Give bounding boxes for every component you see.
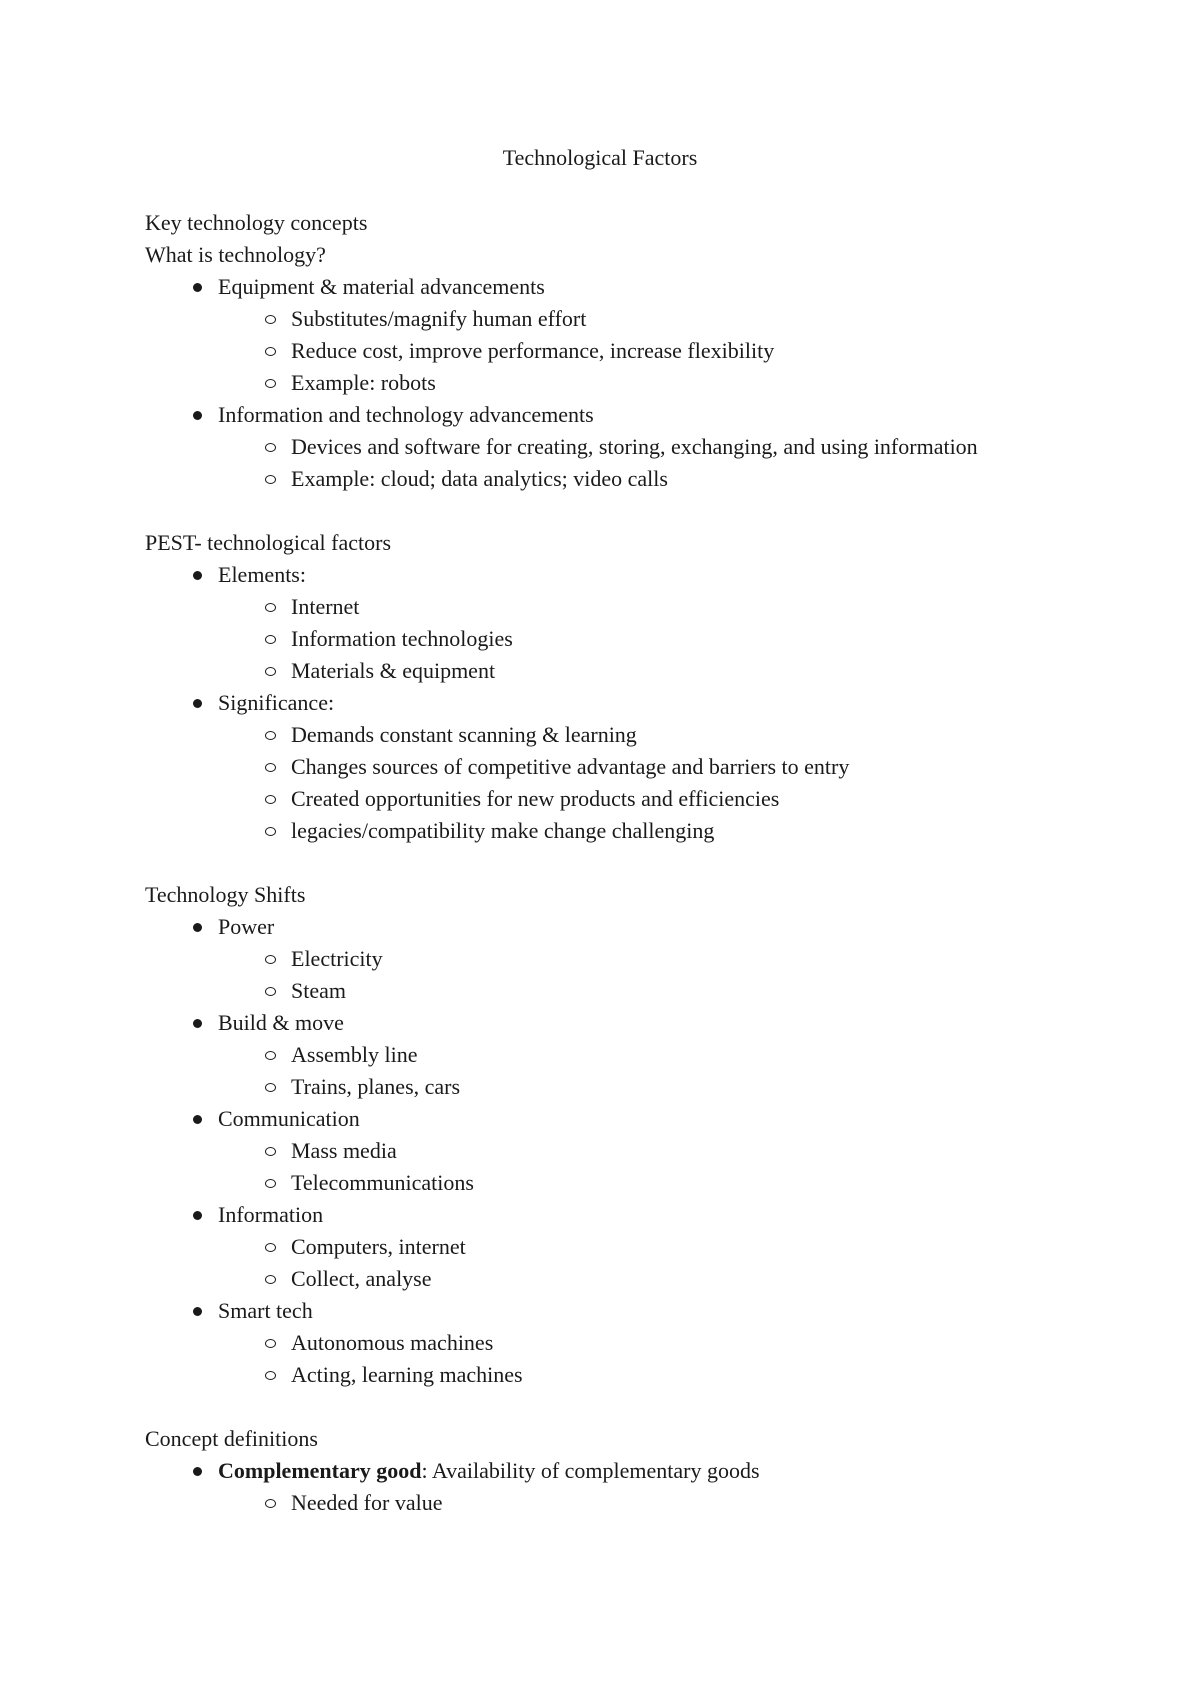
hollow-bullet-icon	[260, 783, 280, 815]
list-subitem: Materials & equipment	[145, 655, 1135, 687]
list-subitem: Electricity	[145, 943, 1135, 975]
bullet-icon	[187, 687, 207, 719]
bullet-icon	[187, 1007, 207, 1039]
list-item: Significance:	[145, 687, 1135, 719]
hollow-bullet-icon	[260, 1327, 280, 1359]
list-item	[145, 1455, 1135, 1487]
list-subitem: Devices and software for creating, storing, exchanging, and using information	[145, 431, 1135, 463]
list-subitem: Reduce cost, improve performance, increase flexibility	[145, 335, 1135, 367]
document-body	[145, 207, 1135, 1519]
definition-text: : Availability of complementary goods	[421, 1458, 760, 1483]
list-subitem: Autonomous machines	[145, 1327, 1135, 1359]
document-title: Technological Factors	[502, 145, 698, 170]
bullet-icon	[187, 911, 207, 943]
spacer	[145, 847, 1135, 879]
list-subitem: Mass media	[145, 1135, 1135, 1167]
spacer	[145, 495, 1135, 527]
list-subitem: Collect, analyse	[145, 1263, 1135, 1295]
hollow-bullet-icon	[260, 751, 280, 783]
list-subitem: Steam	[145, 975, 1135, 1007]
section-heading-pest: PEST- technological factors	[145, 530, 392, 555]
hollow-bullet-icon	[260, 335, 280, 367]
hollow-bullet-icon	[260, 655, 280, 687]
list-subitem: Assembly line	[145, 1039, 1135, 1071]
hollow-bullet-icon	[260, 367, 280, 399]
hollow-bullet-icon	[260, 303, 280, 335]
hollow-bullet-icon	[260, 1263, 280, 1295]
hollow-bullet-icon	[260, 1071, 280, 1103]
list-subitem: Needed for value	[145, 1487, 1135, 1519]
list-item: Communication	[145, 1103, 1135, 1135]
list-subitem: Demands constant scanning & learning	[145, 719, 1135, 751]
list-item: Information and technology advancements	[145, 399, 1135, 431]
bullet-icon	[187, 1103, 207, 1135]
section-heading-concept-definitions: Concept definitions	[145, 1426, 318, 1451]
hollow-bullet-icon	[260, 1039, 280, 1071]
hollow-bullet-icon	[260, 463, 280, 495]
hollow-bullet-icon	[260, 1135, 280, 1167]
list-item: Smart tech	[145, 1295, 1135, 1327]
hollow-bullet-icon	[260, 1359, 280, 1391]
list-subitem: Example: cloud; data analytics; video calls	[145, 463, 1135, 495]
spacer	[145, 1391, 1135, 1423]
list-subitem: Example: robots	[145, 367, 1135, 399]
bullet-icon	[187, 399, 207, 431]
list-item: Build & move	[145, 1007, 1135, 1039]
hollow-bullet-icon	[260, 975, 280, 1007]
list-item: Equipment & material advancements	[145, 271, 1135, 303]
list-item: Information	[145, 1199, 1135, 1231]
section-heading-key-concepts: Key technology concepts	[145, 210, 368, 235]
list-subitem: Acting, learning machines	[145, 1359, 1135, 1391]
hollow-bullet-icon	[260, 1487, 280, 1519]
list-subitem: Trains, planes, cars	[145, 1071, 1135, 1103]
list-subitem: Changes sources of competitive advantage and barriers to entry	[145, 751, 1135, 783]
hollow-bullet-icon	[260, 431, 280, 463]
list-subitem: Telecommunications	[145, 1167, 1135, 1199]
bullet-icon	[187, 1199, 207, 1231]
definition-term: Complementary good	[218, 1458, 422, 1483]
hollow-bullet-icon	[260, 719, 280, 751]
section-heading-technology-shifts: Technology Shifts	[145, 882, 306, 907]
list-subitem: Created opportunities for new products and efficiencies	[145, 783, 1135, 815]
hollow-bullet-icon	[260, 623, 280, 655]
bullet-icon	[187, 559, 207, 591]
list-subitem: Information technologies	[145, 623, 1135, 655]
hollow-bullet-icon	[260, 815, 280, 847]
list-subitem: Internet	[145, 591, 1135, 623]
bullet-icon	[187, 271, 207, 303]
bullet-icon	[187, 1295, 207, 1327]
list-subitem: Computers, internet	[145, 1231, 1135, 1263]
list-item: Power	[145, 911, 1135, 943]
hollow-bullet-icon	[260, 943, 280, 975]
list-subitem: Substitutes/magnify human effort	[145, 303, 1135, 335]
bullet-icon	[187, 1455, 207, 1487]
list-subitem: legacies/compatibility make change challenging	[145, 815, 1135, 847]
section-subheading-what-is-technology: What is technology?	[145, 242, 326, 267]
hollow-bullet-icon	[260, 591, 280, 623]
list-item: Elements:	[145, 559, 1135, 591]
hollow-bullet-icon	[260, 1231, 280, 1263]
hollow-bullet-icon	[260, 1167, 280, 1199]
